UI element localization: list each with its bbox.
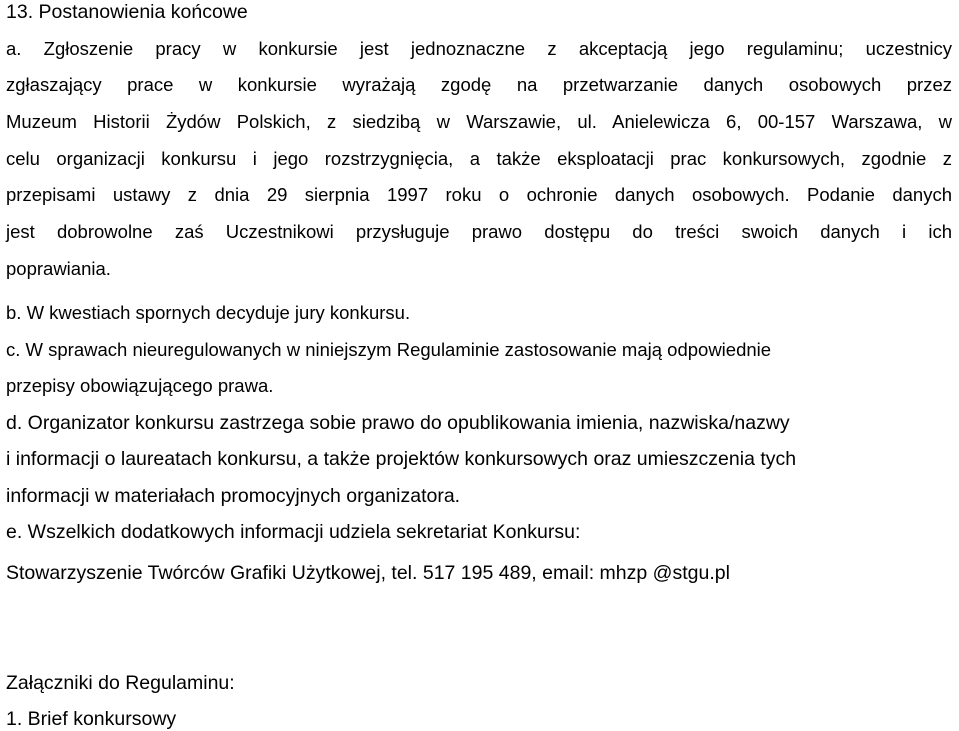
item-a-line-4: celu organizacji konkursu i jego rozstrzygnięcia, a także eksploatacji prac konkursowych, zgodnie z — [6, 148, 952, 169]
item-a-line-2: zgłaszający prace w konkursie wyrażają zgodę na przetwarzanie danych osobowych przez — [6, 74, 952, 95]
item-b-text: b. W kwestiach spornych decyduje jury konkursu. — [6, 302, 411, 323]
item-d-line-3: informacji w materiałach promocyjnych organizatora. — [6, 485, 461, 507]
item-e-line-2: Stowarzyszenie Twórców Grafiki Użytkowej, tel. 517 195 489, email: mhzp @stgu.pl — [6, 562, 730, 584]
item-c-line-1: c. W sprawach nieuregulowanych w niniejszym Regulaminie zastosowanie mają odpowiednie — [6, 339, 772, 360]
item-a-line-3: Muzeum Historii Żydów Polskich, z siedzibą w Warszawie, ul. Anielewicza 6, 00-157 Warszawa, w — [6, 111, 952, 132]
item-a-line-1: a. Zgłoszenie pracy w konkursie jest jednoznaczne z akceptacją jego regulaminu; uczestnicy — [6, 38, 952, 59]
attachments-heading: Załączniki do Regulaminu: — [6, 672, 235, 694]
item-e-line-1: e. Wszelkich dodatkowych informacji udziela sekretariat Konkursu: — [6, 521, 581, 543]
item-d-line-2: i informacji o laureatach konkursu, a także projektów konkursowych oraz umieszczenia tych — [6, 448, 797, 470]
item-c-line-2: przepisy obowiązującego prawa. — [6, 375, 274, 396]
item-d-line-1: d. Organizator konkursu zastrzega sobie prawo do opublikowania imienia, nazwiska/nazwy — [6, 412, 790, 434]
item-a-line-7: poprawiania. — [6, 258, 111, 279]
section-heading: 13. Postanowienia końcowe — [6, 1, 248, 23]
item-a-line-5: przepisami ustawy z dnia 29 sierpnia 1997 roku o ochronie danych osobowych. Podanie danych — [6, 184, 952, 205]
item-a-line-6: jest dobrowolne zaś Uczestnikowi przysługuje prawo dostępu do treści swoich danych i ich — [6, 221, 952, 242]
attachment-item-1: 1. Brief konkursowy — [6, 708, 177, 730]
